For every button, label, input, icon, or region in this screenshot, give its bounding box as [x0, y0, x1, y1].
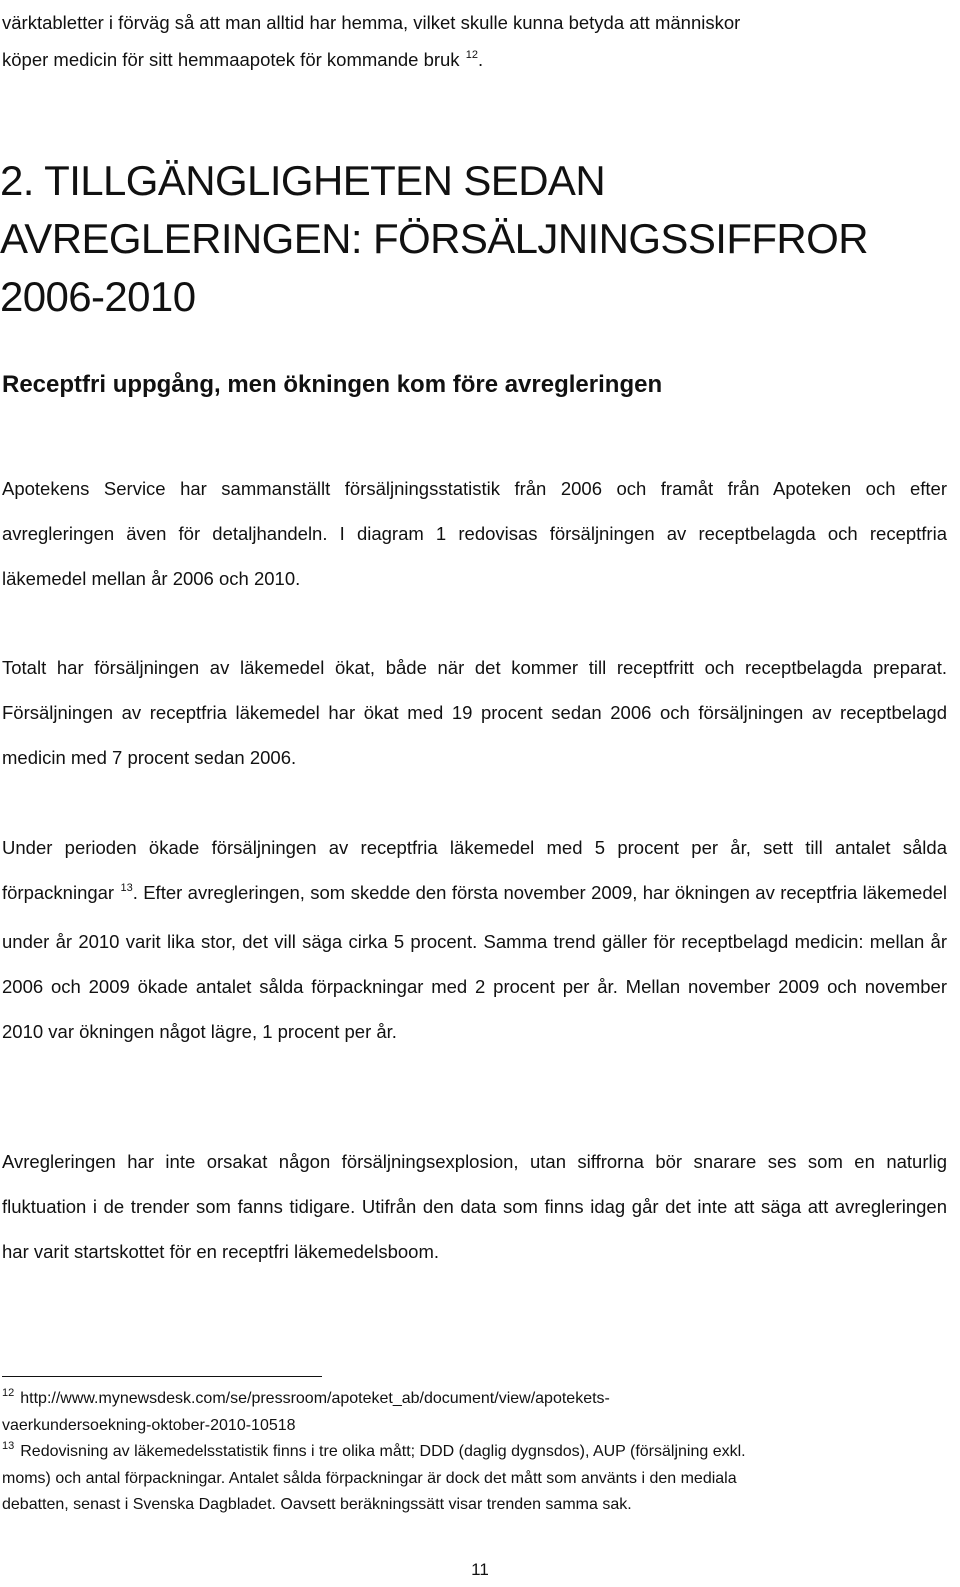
- footnote-12: [2, 1386, 947, 1439]
- footnote-ref-12[interactable]: 12: [465, 49, 478, 61]
- footnotes: [2, 1386, 947, 1518]
- footnote-13: [2, 1439, 947, 1518]
- footnote-12-number: 12: [2, 1387, 15, 1399]
- intro-line-2: [2, 37, 947, 86]
- footnote-12-link[interactable]: http://www.mynewsdesk.com/se/pressroom/apoteket_ab/document/view/apotekets-: [20, 1390, 610, 1407]
- chapter-heading: [0, 152, 945, 326]
- footnote-13-number: 13: [2, 1440, 15, 1452]
- paragraph-3: [2, 825, 947, 1054]
- chapter-heading-line-1: 2. TILLGÄNGLIGHETEN SEDAN: [0, 157, 606, 204]
- footnote-13-line-2: moms) och antal förpackningar. Antalet sålda förpackningar är dock det mått som använts i den mediala: [2, 1470, 737, 1487]
- intro-line-2-text: köper medicin för sitt hemmaapotek för kommande bruk: [2, 49, 460, 70]
- intro-line-2-end: .: [477, 49, 484, 70]
- paragraph-1: Apotekens Service har sammanställt försäljningsstatistik från 2006 och framåt från Apoteken och efter avregleringen även för detaljhandeln. I diagram 1 redovisas försäljningen av receptbelagda och receptfria läkemedel mellan år 2006 och 2010.: [2, 478, 947, 589]
- section-subheading: Receptfri uppgång, men ökningen kom före avregleringen: [2, 371, 663, 398]
- paragraph-3-before: Under perioden ökade försäljningen av receptfria läkemedel med 5 procent per år, sett till antalet sålda förpackningar: [2, 837, 947, 903]
- chapter-heading-line-3: 2006-2010: [0, 273, 196, 320]
- chapter-heading-line-2: AVREGLERINGEN: FÖRSÄLJNINGSSIFFROR: [0, 215, 868, 262]
- intro-line-1: värktabletter i förväg så att man alltid har hemma, vilket skulle kunna betyda att människor: [2, 12, 741, 33]
- footnote-12-link-continued[interactable]: vaerkundersoekning-oktober-2010-10518: [2, 1417, 296, 1434]
- footnote-ref-13[interactable]: 13: [120, 882, 133, 894]
- footnote-13-line-1: Redovisning av läkemedelsstatistik finns i tre olika mått; DDD (daglig dygnsdos), AUP (försäljning exkl.: [20, 1443, 746, 1460]
- intro-text: [2, 0, 947, 86]
- paragraph-4: Avregleringen har inte orsakat någon försäljningsexplosion, utan siffrorna bör snarare ses som en naturlig fluktuation i de trender som fanns tidigare. Utifrån den data som finns idag går det inte att säga att avregleringen har varit startskottet för en receptfri läkemedelsboom.: [2, 1151, 947, 1262]
- footnote-divider: [2, 1376, 322, 1377]
- footnote-13-line-3: debatten, senast i Svenska Dagbladet. Oavsett beräkningssätt visar trenden samma sak.: [2, 1496, 632, 1513]
- paragraph-3-after: . Efter avregleringen, som skedde den första november 2009, har ökningen av receptfria läkemedel under år 2010 varit lika stor, det vill säga cirka 5 procent. Samma trend gäller för receptbelagd medicin: mellan år 2006 och 2009 ökade antalet sålda förpackningar med 2 procent per år. Mellan november 2009 och november 2010 var ökningen något lägre, 1 procent per år.: [2, 882, 948, 1042]
- paragraph-2: Totalt har försäljningen av läkemedel ökat, både när det kommer till receptfritt och receptbelagda preparat. Försäljningen av receptfria läkemedel har ökat med 19 procent sedan 2006 och försäljningen av receptbelagd medicin med 7 procent sedan 2006.: [2, 657, 947, 768]
- page-number: 11: [471, 1560, 489, 1579]
